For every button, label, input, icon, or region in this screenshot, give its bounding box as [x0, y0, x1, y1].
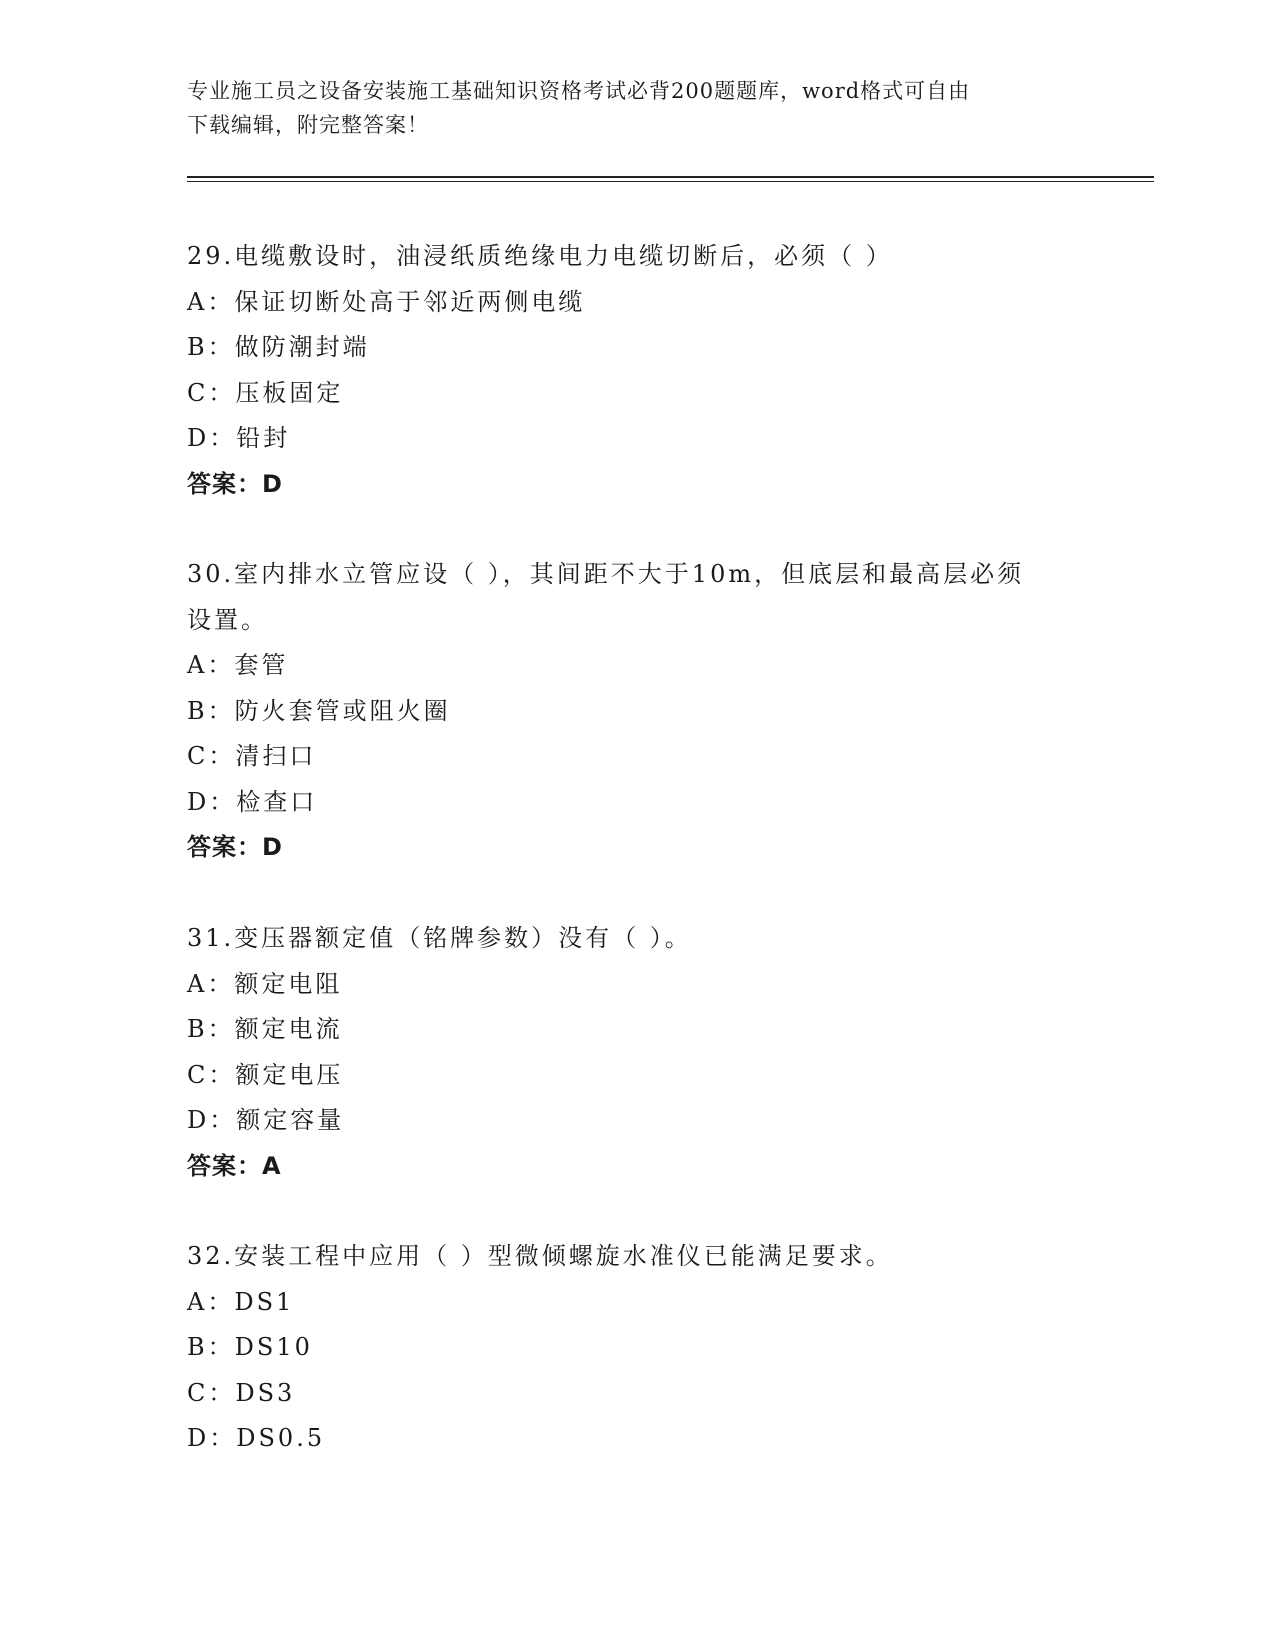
- question-stem-continued: 设置。: [187, 605, 268, 634]
- option-a: A：保证切断处高于邻近两侧电缆: [187, 287, 586, 316]
- header-divider-thick: [187, 176, 1154, 178]
- option-d: D：铅封: [187, 424, 291, 452]
- question-29: [187, 234, 1087, 507]
- option-a: A：套管: [187, 651, 289, 679]
- option-d: D：额定容量: [187, 1106, 345, 1134]
- document-header: [187, 74, 1087, 142]
- option-c: C：清扫口: [187, 742, 317, 770]
- option-d: D：DS0.5: [187, 1424, 326, 1452]
- header-line-2: 下载编辑，附完整答案！: [187, 113, 429, 137]
- header-line-1: 专业施工员之设备安装施工基础知识资格考试必背200题题库，word格式可自由: [187, 79, 971, 103]
- option-b: B：额定电流: [187, 1015, 343, 1043]
- question-30: [187, 552, 1087, 871]
- question-31: [187, 916, 1087, 1189]
- option-b: B：DS10: [187, 1333, 313, 1361]
- header-divider-thin: [187, 181, 1154, 182]
- answer: 答案：D: [187, 833, 283, 861]
- option-c: C：额定电压: [187, 1060, 344, 1089]
- option-c: C：压板固定: [187, 378, 344, 407]
- question-stem: 30.室内排水立管应设（ ），其间距不大于10m，但底层和最高层必须: [187, 560, 1025, 588]
- option-b: B：防火套管或阻火圈: [187, 696, 451, 725]
- answer: 答案：A: [187, 1151, 282, 1180]
- option-d: D：检查口: [187, 787, 318, 816]
- option-a: A：额定电阻: [187, 969, 343, 998]
- question-stem: 29.电缆敷设时，油浸纸质绝缘电力电缆切断后，必须（ ）: [187, 242, 893, 270]
- question-32: [187, 1234, 1087, 1462]
- question-stem: 32.安装工程中应用（ ）型微倾螺旋水准仪已能满足要求。: [187, 1242, 893, 1270]
- option-a: A：DS1: [187, 1287, 295, 1316]
- option-c: C：DS3: [187, 1378, 296, 1407]
- option-b: B：做防潮封端: [187, 333, 370, 361]
- answer: 答案：D: [187, 469, 283, 498]
- question-stem: 31.变压器额定值（铭牌参数）没有（ ）。: [187, 924, 692, 952]
